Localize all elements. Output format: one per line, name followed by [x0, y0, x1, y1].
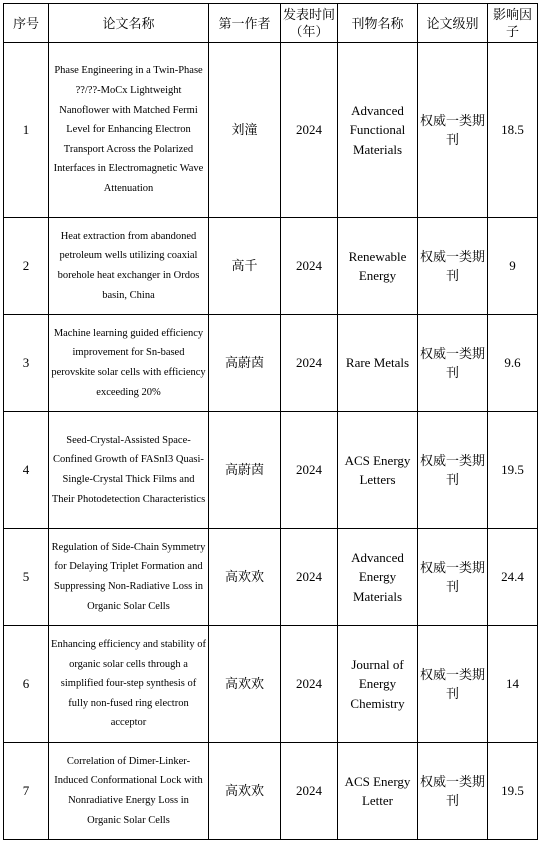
table-row	[4, 743, 538, 840]
publish-year: 2024	[281, 315, 338, 412]
paper-level: 权威一类期刊	[418, 218, 488, 315]
row-number: 3	[4, 315, 49, 412]
table-row	[4, 412, 538, 529]
paper-title: Seed-Crystal-Assisted Space-Confined Growth of FASnI3 Quasi-Single-Crystal Thick Films and Their Photodetection Characteristics	[49, 412, 209, 529]
paper-title: Phase Engineering in a Twin-Phase ??/??-MoCx Lightweight Nanoflower with Matched Fermi Level for Enhancing Electron Transport Across the Polarized Interfaces in Electromagnetic Wave Attenuation	[49, 43, 209, 218]
header-year: 发表时间（年）	[281, 4, 338, 43]
impact-factor: 18.5	[488, 43, 538, 218]
paper-title: Heat extraction from abandoned petroleum wells utilizing coaxial borehole heat exchanger in Ordos basin, China	[49, 218, 209, 315]
table-row	[4, 218, 538, 315]
paper-title: Correlation of Dimer-Linker-Induced Conformational Lock with Nonradiative Energy Loss in Organic Solar Cells	[49, 743, 209, 840]
impact-factor: 9.6	[488, 315, 538, 412]
header-title: 论文名称	[49, 4, 209, 43]
publication-table	[3, 3, 538, 840]
row-number: 5	[4, 529, 49, 626]
first-author: 高欢欢	[209, 529, 281, 626]
row-number: 6	[4, 626, 49, 743]
publish-year: 2024	[281, 743, 338, 840]
row-number: 2	[4, 218, 49, 315]
paper-title: Machine learning guided efficiency improvement for Sn-based perovskite solar cells with efficiency exceeding 20%	[49, 315, 209, 412]
journal-name: Renewable Energy	[338, 218, 418, 315]
paper-level: 权威一类期刊	[418, 529, 488, 626]
row-number: 1	[4, 43, 49, 218]
impact-factor: 19.5	[488, 412, 538, 529]
first-author: 高蔚茵	[209, 412, 281, 529]
first-author: 高欢欢	[209, 626, 281, 743]
publish-year: 2024	[281, 529, 338, 626]
impact-factor: 14	[488, 626, 538, 743]
header-impact: 影响因子	[488, 4, 538, 43]
publish-year: 2024	[281, 626, 338, 743]
impact-factor: 24.4	[488, 529, 538, 626]
journal-name: ACS Energy Letters	[338, 412, 418, 529]
table-row	[4, 529, 538, 626]
first-author: 高蔚茵	[209, 315, 281, 412]
journal-name: Advanced Energy Materials	[338, 529, 418, 626]
first-author: 高欢欢	[209, 743, 281, 840]
header-journal: 刊物名称	[338, 4, 418, 43]
impact-factor: 9	[488, 218, 538, 315]
paper-level: 权威一类期刊	[418, 743, 488, 840]
table-row	[4, 315, 538, 412]
row-number: 7	[4, 743, 49, 840]
row-number: 4	[4, 412, 49, 529]
header-author: 第一作者	[209, 4, 281, 43]
header-no: 序号	[4, 4, 49, 43]
publish-year: 2024	[281, 43, 338, 218]
header-level: 论文级别	[418, 4, 488, 43]
paper-title: Regulation of Side-Chain Symmetry for Delaying Triplet Formation and Suppressing Non-Radiative Loss in Organic Solar Cells	[49, 529, 209, 626]
journal-name: Advanced Functional Materials	[338, 43, 418, 218]
header-row	[4, 4, 538, 43]
publish-year: 2024	[281, 218, 338, 315]
first-author: 高千	[209, 218, 281, 315]
paper-title: Enhancing efficiency and stability of organic solar cells through a simplified four-step synthesis of fully non-fused ring electron acceptor	[49, 626, 209, 743]
publish-year: 2024	[281, 412, 338, 529]
paper-level: 权威一类期刊	[418, 412, 488, 529]
paper-level: 权威一类期刊	[418, 315, 488, 412]
journal-name: Rare Metals	[338, 315, 418, 412]
paper-level: 权威一类期刊	[418, 626, 488, 743]
journal-name: Journal of Energy Chemistry	[338, 626, 418, 743]
table-row	[4, 43, 538, 218]
table-row	[4, 626, 538, 743]
impact-factor: 19.5	[488, 743, 538, 840]
paper-level: 权威一类期刊	[418, 43, 488, 218]
first-author: 刘潼	[209, 43, 281, 218]
journal-name: ACS Energy Letter	[338, 743, 418, 840]
